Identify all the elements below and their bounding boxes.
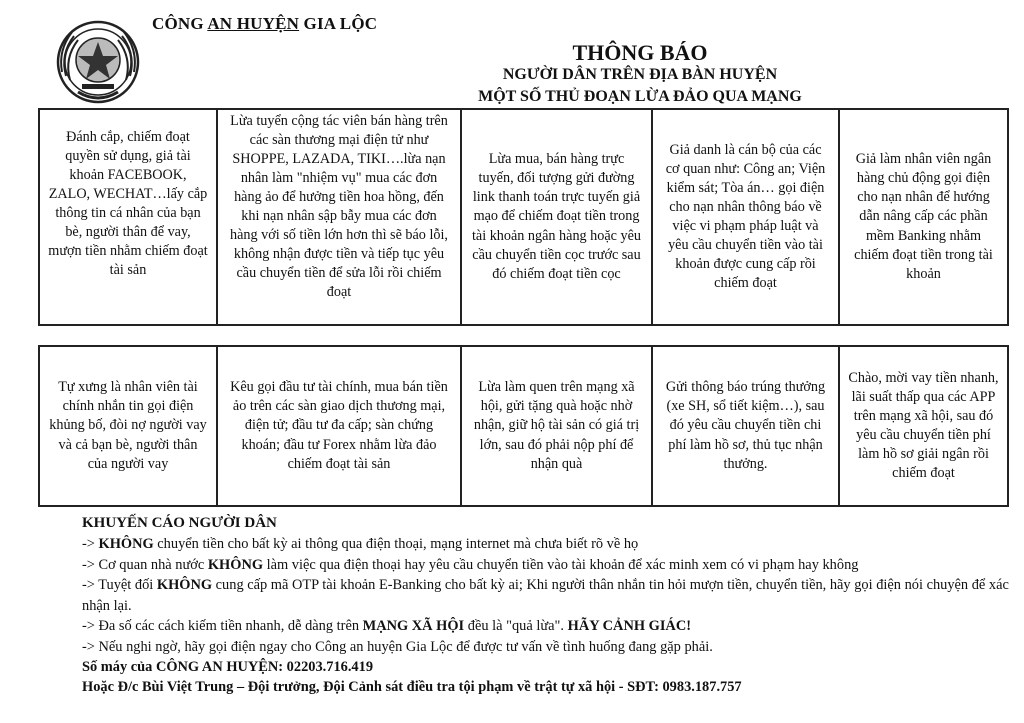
scheme-cell — [38, 108, 218, 326]
scheme-text: Giả làm nhân viên ngân hàng chủ động gọi điện cho nạn nhân để hướng dẫn nâng cấp các phần mềm Banking nhằm chiếm đoạt tiền trong tài khoản — [854, 151, 993, 282]
scheme-cell — [460, 345, 653, 507]
advice-line: -> Tuyệt đối KHÔNG cung cấp mã OTP tài khoản E-Banking cho bất kỳ ai; Khi người thân nhắn tin hỏi mượn tiền, chuyển tiền, hãy gọi điện nói chuyện để xác nhận lại. — [82, 577, 1009, 614]
scheme-cell — [38, 345, 218, 507]
agency-name: CÔNG AN HUYỆN GIA LỘC — [152, 14, 378, 33]
scheme-cell — [216, 108, 462, 326]
notice-heading: MỘT SỐ THỦ ĐOẠN LỪA ĐẢO QUA MẠNG — [478, 88, 802, 105]
advice-line: -> Đa số các cách kiếm tiền nhanh, dễ dàng trên MẠNG XÃ HỘI đều là "quả lừa". HÃY CẢNH GIÁC! — [82, 618, 692, 635]
scheme-text: Chào, mời vay tiền nhanh, lãi suất thấp qua các APP trên mạng xã hội, sau đó yêu cầu chuyển tiền phí làm hồ sơ giải ngân rồi chiếm đoạt — [848, 369, 999, 482]
advice-line: -> KHÔNG chuyển tiền cho bất kỳ ai thông qua điện thoại, mạng internet mà chưa biết rõ về họ — [82, 536, 639, 553]
scheme-text: Lừa tuyển cộng tác viên bán hàng trên các sàn thương mại điện tử như SHOPPE, LAZADA, TIKI….lừa nạn nhân làm "nhiệm vụ" mua các đơn hàng ảo để hưởng tiền hoa hồng, đến khi nạn nhân sập bẫy mua các đơn hàng với số tiền lớn hơn thì sẽ báo lỗi, không nhận được tiền và tiếp tục yêu cầu chuyển tiền để sửa lỗi rồi chiếm đoạt — [230, 113, 448, 301]
scheme-text: Tự xưng là nhân viên tài chính nhắn tin gọi điện khủng bố, đòi nợ người vay và cả bạn bè, người thân của người vay — [49, 379, 207, 472]
scheme-row-1 — [38, 108, 1013, 326]
scheme-cell — [838, 108, 1009, 326]
scheme-cell — [838, 345, 1009, 507]
scheme-row-2 — [38, 345, 1013, 507]
scheme-cell — [216, 345, 462, 507]
notice-subtitle: NGƯỜI DÂN TRÊN ĐỊA BÀN HUYỆN — [502, 66, 778, 83]
contact-line: Hoặc Đ/c Bùi Việt Trung – Đội trưởng, Đội Cảnh sát điều tra tội phạm về trật tự xã hội - SĐT: 0983.187.757 — [82, 679, 742, 696]
police-emblem-icon — [48, 10, 148, 110]
scheme-cell — [651, 345, 840, 507]
scheme-text: Gửi thông báo trúng thưởng (xe SH, sổ tiết kiệm…), sau đó yêu cầu chuyển tiền chi phí làm hồ sơ, thủ tục nhận thưởng. — [665, 379, 826, 472]
advice-line: -> Cơ quan nhà nước KHÔNG làm việc qua điện thoại hay yêu cầu chuyển tiền vào tài khoản để xác minh xem có vi phạm hay không — [82, 556, 859, 573]
scheme-text: Giả danh là cán bộ của các cơ quan như: Công an; Viện kiểm sát; Tòa án… gọi điện cho nạn nhân thông báo về việc vi phạm pháp luật và yêu cầu chuyển tiền vào tài khoản được cung cấp rồi chiếm đoạt — [665, 141, 826, 292]
notice-title: THÔNG BÁO — [572, 40, 708, 65]
advice-section — [82, 513, 1017, 698]
phone-line: Số máy của CÔNG AN HUYỆN: 02203.716.419 — [82, 659, 374, 676]
scheme-text: Đánh cắp, chiếm đoạt quyền sử dụng, giả tài khoản FACEBOOK, ZALO, WECHAT…lấy cắp thông tin cá nhân của bạn bè, người thân để vay, mượn tiền nhằm chiếm đoạt tài sản — [48, 129, 208, 279]
scheme-cell — [651, 108, 840, 326]
scheme-text: Lừa làm quen trên mạng xã hội, gửi tặng quà hoặc nhờ nhận, giữ hộ tài sản có giá trị lớn, sau đó phải nộp phí để nhận quà — [473, 379, 640, 472]
scheme-text: Kêu gọi đầu tư tài chính, mua bán tiền ảo trên các sàn giao dịch thương mại, điện tử; đầu tư đa cấp; sàn chứng khoán; đầu tư Forex nhằm lừa đảo chiếm đoạt tài sản — [230, 379, 448, 472]
scheme-text: Lừa mua, bán hàng trực tuyến, đối tượng gửi đường link thanh toán trực tuyến giả mạo để chiếm đoạt tiền trong tài khoản ngân hàng hoặc yêu cầu chuyển tiền cọc trước sau đó chiếm đoạt tiền cọc — [471, 151, 641, 282]
scheme-cell — [460, 108, 653, 326]
advice-heading: KHUYẾN CÁO NGƯỜI DÂN — [82, 515, 277, 531]
advice-line: -> Nếu nghi ngờ, hãy gọi điện ngay cho Công an huyện Gia Lộc để được tư vấn về tình huống đang gặp phải. — [82, 638, 713, 655]
